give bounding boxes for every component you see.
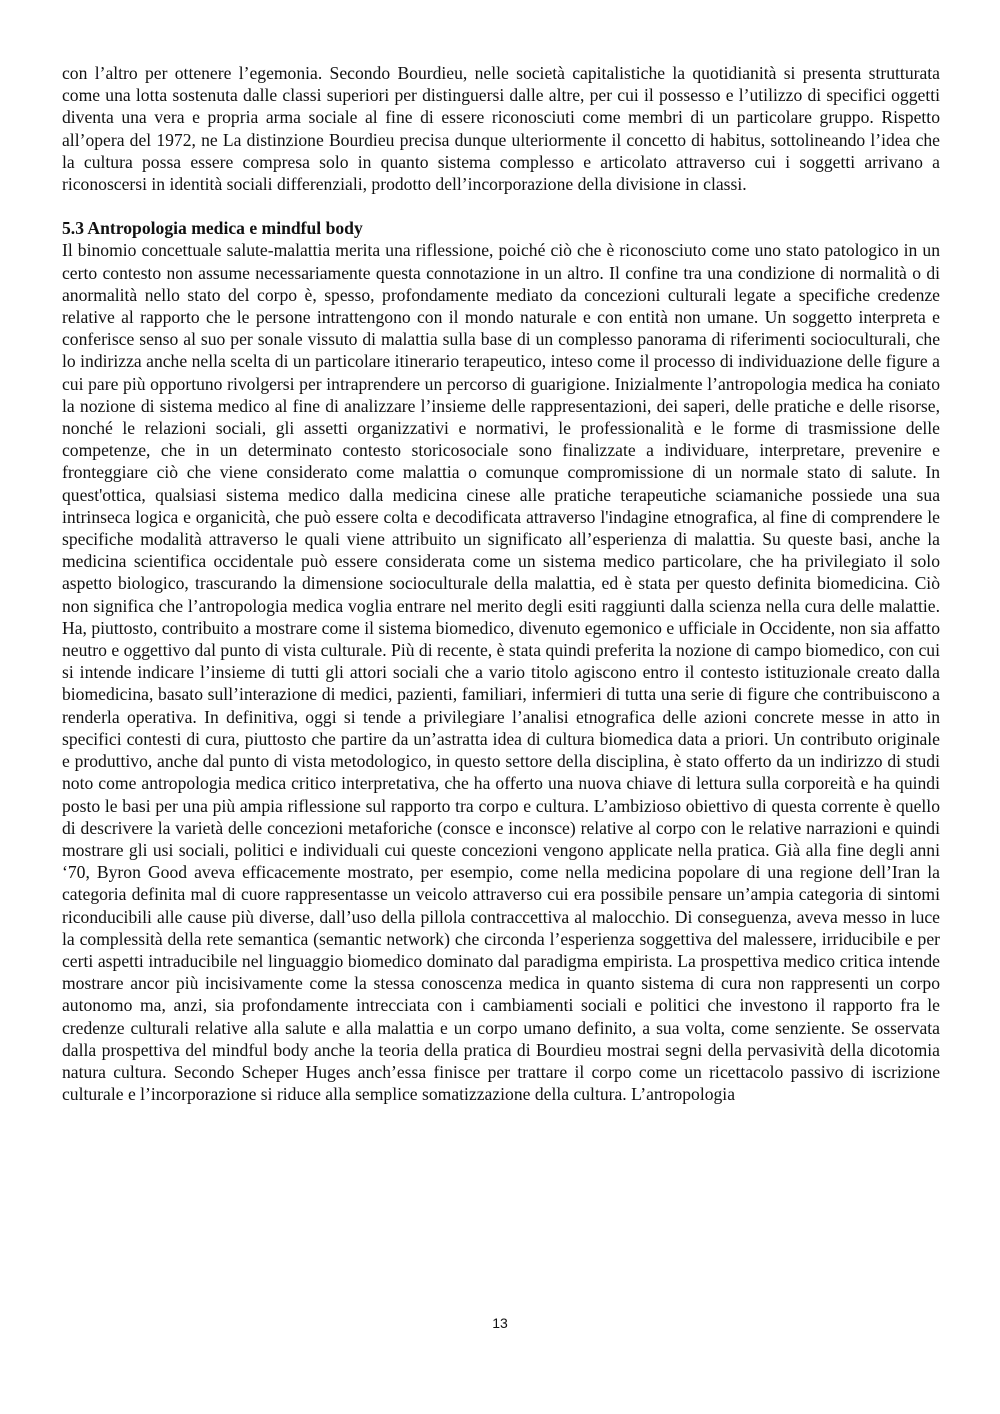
section-body-paragraph: Il binomio concettuale salute-malattia merita una riflessione, poiché ciò che è riconosciuto come uno stato patologico in un certo contesto non assume necessariamente questa connotazione in un altro. Il confine tra una condizione di normalità o di anormalità nello stato del corpo è, spesso, profondamente mediato da concezioni culturali legate a specifiche credenze relative al rapporto che le persone intrattengono con il mondo naturale e con entità non umane. Un soggetto interpreta e conferisce senso al suo per sonale vissuto di malattia sulla base di un complesso panorama di riferimenti socioculturali, che lo indirizza anche nella scelta di un particolare itinerario terapeutico, inteso come il processo di individuazione delle figure a cui pare più opportuno rivolgersi per intraprendere un percorso di guarigione. Inizialmente l’antropologia medica ha coniato la nozione di sistema medico al fine di analizzare l’insieme delle rappresentazioni, dei saperi, delle pratiche e delle risorse, nonché le relazioni sociali, gli assetti organizzativi e normativi, le professionalità e le forme di trasmissione delle competenze, che in un determinato contesto storicosociale sono finalizzate a individuare, interpretare, prevenire e fronteggiare ciò che viene considerato come malattia o comunque compromissione di un normale stato di salute. In quest'ottica, qualsiasi sistema medico dalla medicina cinese alle pratiche terapeutiche sciamaniche possiede una sua intrinseca logica e organicità, che può essere colta e decodificata attraverso l'indagine etnografica, al fine di comprendere le specifiche modalità attraverso le quali viene attribuito un significato all’esperienza di malattia. Su queste basi, anche la medicina scientifica occidentale può essere considerata come un sistema medico particolare, che ha privilegiato il solo aspetto biologico, trascurando la dimensione socioculturale della malattia, ed è stata per questo definita biomedicina. Ciò non significa che l’antropologia medica voglia entrare nel merito degli esiti raggiunti dalla scienza nella cura delle malattie. Ha, piuttosto, contribuito a mostrare come il sistema biomedico, divenuto egemonico e ufficiale in Occidente, non sia affatto neutro e oggettivo dal punto di vista culturale. Più di recente, è stata quindi preferita la nozione di campo biomedico, con cui si intende indicare l’insieme di tutti gli attori sociali che a vario titolo agiscono entro il contesto istituzionale creato dalla biomedicina, basato sull’interazione di medici, pazienti, familiari, infermieri di tutta una serie di figure che contribuiscono a renderla operativa. In definitiva, oggi si tende a privilegiare l’analisi etnografica delle azioni concrete messe in atto in specifici contesti di cura, piuttosto che partire da un’astratta idea di cultura biomedica data a priori. Un contributo originale e produttivo, anche dal punto di vista metodologico, in questo settore della disciplina, è stato offerto da un indirizzo di studi noto come antropologia medica critico interpretativa, che ha offerto una nuova chiave di lettura sulla corporeità e ha quindi posto le basi per una più ampia riflessione sul rapporto tra corpo e cultura. L’ambizioso obiettivo di questa corrente è quello di descrivere la varietà delle concezioni metaforiche (consce e inconsce) relative al corpo con le relative narrazioni e quindi mostrare gli usi sociali, politici e individuali cui queste concezioni vengono applicate nella pratica. Già alla fine degli anni ‘70, Byron Good aveva efficacemente mostrato, per esempio, come nella medicina popolare di una regione dell’Iran la categoria definita mal di cuore rappresentasse un veicolo attraverso cui era possibile pensare un’ampia categoria di sintomi riconducibili alle cause più diverse, dall’uso della pillola contraccettiva al malocchio. Di conseguenza, aveva messo in luce la complessità della rete semantica (semantic network) che circonda l’esperienza soggettiva del malessere, irriducibile e per certi aspetti intraducibile nel linguaggio biomedico dominato dal paradigma empirista. La prospettiva medico critica intende mostrare ancor più incisivamente come la stessa conoscenza medica in quanto sistema di cura non rappresenti un corpo autonomo ma, anzi, sia profondamente intrecciata con i cambiamenti sociali e politici che investono il rapporto fra le credenze culturali relative alla salute e alla malattia e un corpo umano definito, a sua volta, come senziente. Se osservata dalla prospettiva del mindful body anche la teoria della pratica di Bourdieu mostrai segni della pervasività della dicotomia natura cultura. Secondo Scheper Huges anch’essa finisce per trattare il corpo come un ricettacolo passivo di iscrizione culturale e l’incorporazione si riduce alla semplice somatizzazione della cultura. L’antropologia — [62, 240, 940, 1105]
intro-paragraph: con l’altro per ottenere l’egemonia. Secondo Bourdieu, nelle società capitalistiche la quotidianità si presenta strutturata come una lotta sostenuta dalle classi superiori per distinguersi dalle altre, per cui il possesso e l’utilizzo di specifici oggetti diventa una vera e propria arma sociale al fine di essere riconosciuti come membri di un particolare gruppo. Rispetto all’opera del 1972, ne La distinzione Bourdieu precisa dunque ulteriormente il concetto di habitus, sottolineando l’idea che la cultura possa essere compresa solo in quanto sistema complesso e articolato attraverso cui i soggetti arrivano a riconoscersi in identità sociali differenziali, prodotto dell’incorporazione della divisione in classi. — [62, 63, 940, 195]
section-heading: 5.3 Antropologia medica e mindful body — [62, 218, 363, 239]
page-number: 13 — [492, 1315, 508, 1331]
page-content — [62, 62, 940, 1105]
